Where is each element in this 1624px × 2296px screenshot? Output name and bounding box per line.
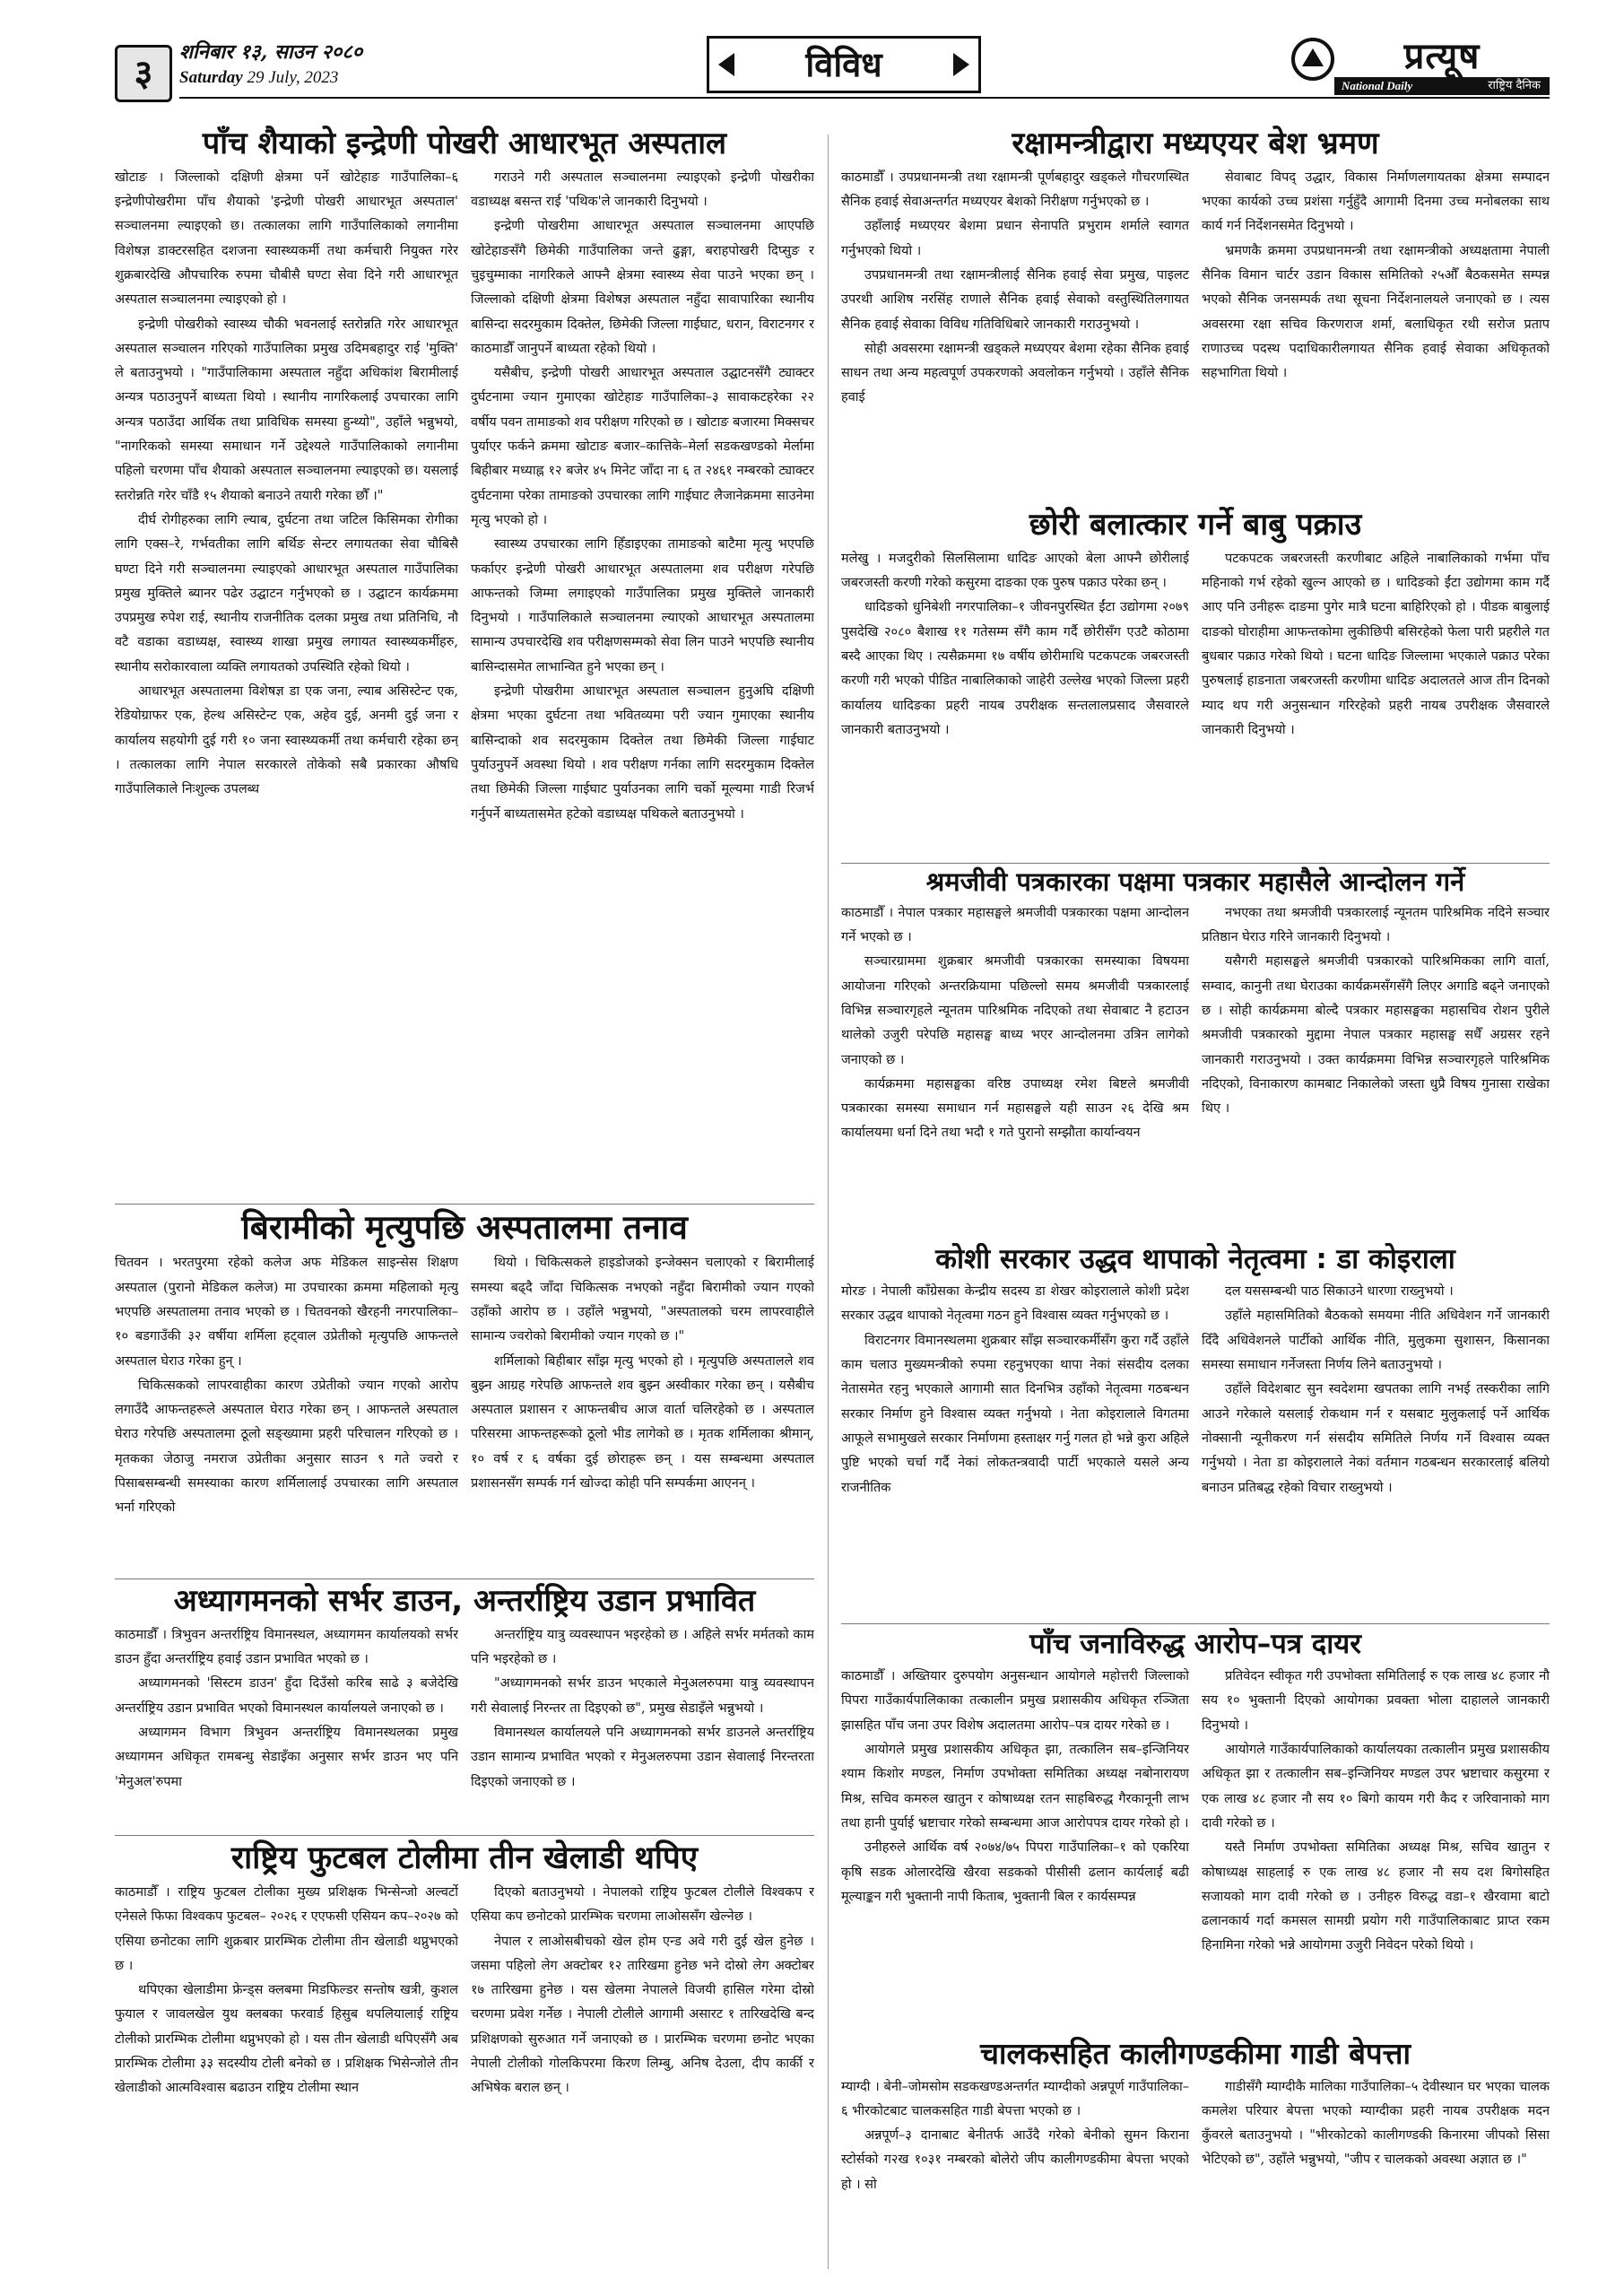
article-football (115, 1839, 814, 2269)
paragraph: गाडीसँगै म्याग्दीकै मालिका गाउँपालिका–५ देवीस्थान घर भएका चालक कमलेश परियार बेपत्ता भएको म्याग्दीका प्रहरी नायब उपरीक्षक मदन कुँवरले बताउनुभयो । "भीरकोटको कालीगण्डकी किनारमा जीपको सिसा भेटिएको छ", उहाँले भन्नुभयो, "जीप र चालकको अवस्था अज्ञात छ ।" (1202, 2079, 1550, 2168)
paragraph: इन्द्रेणी पोखरीमा आधारभूत अस्पताल सञ्चालन हुनुअघि दक्षिणी क्षेत्रमा भएका दुर्घटना तथा भवितव्यमा परी ज्यान गुमाएका स्थानीय बासिन्दाको शव सदरमुकाम दिक्तेल तथा छिमेकी जिल्ला गाईघाट पुर्याउनुपर्ने अवस्था थियो । शव परीक्षण गर्नका लागि सदरमुकाम दिक्तेल तथा छिमेकी जिल्ला गाईघाट पुर्याउनका लागि चर्को मूल्यमा गाडी रिजर्भ गर्नुपर्ने बाध्यतासमेत हटेको वडाध्यक्ष पथिकले बताउनुभयो । (471, 684, 814, 822)
paragraph: भ्रमणकै क्रममा उपप्रधानमन्त्री तथा रक्षामन्त्रीको अध्यक्षतामा नेपाली सैनिक विमान चार्टर उडान विकास समितिको २५औँ बैठकसमेत सम्पन्न भएको सैनिक जनसम्पर्क तथा सूचना निर्देशनालयले जनाएको छ । त्यस अवसरमा रक्षा सचिव किरणराज शर्मा, बलाधिकृत रथी सरोज प्रताप राणाउच्च पदस्थ पदाधिकारीलगायत सैनिक हवाई सेवाका अधिकृतको सहभागिता थियो । (1202, 243, 1550, 381)
paragraph: उनीहरुले आर्थिक वर्ष २०७४/७५ पिपरा गाउँपालिका–१ को एकरिया कृषि सडक ओलारदेखि खैरवा सडकको पीसीसी ढलान कार्यलाई बढी मूल्याङ्कन गरी भुक्तानी नापी किताब, भुक्तानी बिल र कार्यसम्पन्न (841, 1840, 1189, 1904)
paragraph: प्रतिवेदन स्वीकृत गरी उपभोक्ता समितिलाई रु एक लाख ४८ हजार नौ सय १० भुक्तानी दिएको आयोगका प्रवक्ता भोला दाहालले जानकारी दिनुभयो । (1202, 1669, 1550, 1733)
paragraph: अध्यागमन विभाग त्रिभुवन अन्तर्राष्ट्रिय विमानस्थलका प्रमुख अध्यागमन अधिकृत रामबन्धु सेडाइँका अनुसार सर्भर डाउन भए पनि 'मेनुअल'रुपमा (115, 1725, 458, 1789)
section-rule (115, 1835, 814, 1836)
arrow-right-icon (953, 53, 969, 76)
logo-tagline-bar (1334, 77, 1550, 95)
paragraph: सेवाबाट विपद् उद्धार, विकास निर्माणलगायतका क्षेत्रमा सम्पादन भएका कार्यको उच्च प्रशंसा गर्नुहुँदै आगामी दिनमा उच्च मनोबलका साथ कार्य गर्न निर्देशनसमेत दिनुभयो । (1202, 170, 1550, 234)
article-column (1202, 166, 1550, 505)
paragraph: विमानस्थल कार्यालयले पनि अध्यागमनको सर्भर डाउनले अन्तर्राष्ट्रिय उडान सामान्य प्रभावित भएको र मेनुअलरुपमा उडान सेवालाई निरन्तरता दिइएको जनाएको छ । (471, 1725, 814, 1789)
column-divider (828, 135, 829, 2269)
article-column (471, 1251, 814, 1574)
paragraph: आधारभूत अस्पतालमा विशेषज्ञ डा एक जना, ल्याब असिस्टेन्ट एक, रेडियोग्राफर एक, हेल्थ असिस्टेन्ट एक, अहेव दुई, अनमी दुई जना र कार्यालय सहयोगी दुई गरी १० जना स्वास्थ्यकर्मी तथा कर्मचारी रहेका छन् । तत्कालका लागि नेपाल सरकारले तोकेको सबै प्रकारका औषधि गाउँपालिकाले निःशुल्क उपलब्ध (115, 684, 458, 797)
article-column (471, 1881, 814, 2267)
logo-emblem-icon (1290, 36, 1336, 83)
section-rule (841, 1623, 1550, 1624)
article-father-arrested (841, 507, 1550, 861)
paragraph: थियो । चिकित्सकले हाइडोजको इन्जेक्सन चलाएको र बिरामीलाई समस्या बढ्दै जाँदा चिकित्सक नभएको नहुँदा बिरामीको ज्यान गएको उहाँको आरोप छ । उहाँले भन्नुभयो, "अस्पतालको चरम लापरवाहीले सामान्य ज्वरोको बिरामीको ज्यान गएको छ ।" (471, 1256, 814, 1344)
paragraph: काठमाडौँ । राष्ट्रिय फुटबल टोलीका मुख्य प्रशिक्षक भिन्सेन्जो अल्वर्टो एनेसले फिफा विश्वकप फुटबल– २०२६ र एएफसी एसियन कप–२०२७ को एसिया छनोटका लागि शुक्रबार प्रारम्भिक टोलीमा तीन खेलाडी थप्नुभएको छ । (115, 1885, 458, 1973)
paragraph: दिएको बताउनुभयो । नेपालको राष्ट्रिय फुटबल टोलीले विश्वकप र एसिया कप छनोटको प्रारम्भिक चरणमा लाओससँग खेल्नेछ । (471, 1885, 814, 1925)
paragraph: अन्तर्राष्ट्रिय यात्रु व्यवस्थापन भइरहेको छ । अहिले सर्भर मर्मतको काम पनि भइरहेको छ । (471, 1627, 814, 1667)
article-column (115, 1881, 458, 2267)
article-column (115, 1623, 458, 1831)
article-charge-sheet (841, 1628, 1550, 2036)
paragraph: मोरङ । नेपाली काँग्रेसका केन्द्रीय सदस्य डा शेखर कोइरालाले कोशी प्रदेश सरकार उद्धव थापाको नेतृत्वमा गठन हुने विश्वास व्यक्त गर्नुभएको छ । (841, 1284, 1189, 1324)
paragraph: दीर्घ रोगीहरुका लागि ल्याब, दुर्घटना तथा जटिल किसिमका रोगीका लागि एक्स–रे, गर्भवतीका लागि बर्थिङ सेन्टर लगायतका सेवा चौबिसै घण्टा दिने गरी सञ्चालनमा ल्याइएको आधारभूत अस्पताल गाउँपालिका प्रमुख मुक्तिले ब्यानर पढेर उद्घाटन गर्नुभएको छ । उद्घाटन कार्यक्रममा उपप्रमुख रुपेश राई, स्थानीय राजनीतिक दलका प्रमुख तथा प्रतिनिधि, नौ वटै वडाका वडाध्यक्ष, स्वास्थ्य शाखा प्रमुख लगायत स्वास्थ्यकर्मीहरु, स्थानीय सरोकारवाला व्यक्ति लगायतको उपस्थिति रहेको थियो । (115, 512, 458, 674)
article-column (1202, 1665, 1550, 2034)
paragraph: आयोगले प्रमुख प्रशासकीय अधिकृत झा, तत्कालिन सब–इन्जिनियर श्याम किशोर मण्डल, निर्माण उपभोक्ता समितिका अध्यक्ष नबोनारायण मिश्र, सचिव कमरुल खातुन र कोषाध्यक्ष रतन साहबिरुद्ध गैरकानूनी लाभ तथा हानी पुर्याई भ्रष्टाचार गरेको सम्बन्धमा आज आरोपपत्र दायर गरेको हो । (841, 1743, 1189, 1831)
article-hospital (115, 126, 814, 1202)
article-column (115, 166, 458, 1200)
paragraph: काठमाडौँ । नेपाल पत्रकार महासङ्घले श्रमजीवी पत्रकारका पक्षमा आन्दोलन गर्ने भएको छ । (841, 905, 1189, 945)
date-english-line (179, 66, 574, 90)
section-label-box (707, 36, 981, 93)
paragraph: थपिएका खेलाडीमा फ्रेन्ड्स क्लबमा मिडफिल्डर सन्तोष खत्री, कुशल फुयाल र जावलखेल युथ क्लबका फरवार्ड हिसुब थपलियालाई राष्ट्रिय टोलीको प्रारम्भिक टोलीमा थप्नुभएको हो । यस तीन खेलाडी थपिएसँगै अब प्रारम्भिक टोलीमा ३३ सदस्यीय टोली बनेको छ । प्रशिक्षक भिसेन्जोले तीन खेलाडीको आत्मविश्वास बढाउन राष्ट्रिय टोलीमा स्थान (115, 1983, 458, 2096)
article-column (471, 166, 814, 1200)
paragraph: काठमाडौँ । उपप्रधानमन्त्री तथा रक्षामन्त्री पूर्णबहादुर खड्कले गौचरणस्थित सैनिक हवाई सेवाअन्तर्गत मध्यएयर बेशको निरीक्षण गर्नुभएको छ । (841, 170, 1189, 210)
article-column (841, 547, 1189, 859)
article-column (841, 2075, 1189, 2267)
paragraph: खोटाङ । जिल्लाको दक्षिणी क्षेत्रमा पर्ने खोटेहाङ गाउँपालिका–६ इन्द्रेणीपोखरीमा पाँच शैयाको 'इन्द्रेणी पोखरी आधारभूत अस्पताल' सञ्चालनमा ल्याइएको छ। तत्कालका लागि गाउँपालिकाको लगानीमा विशेषज्ञ डाक्टरसहित दशजना स्वास्थ्यकर्मी तथा कर्मचारी नियुक्त गरेर शुक्रबारदेखि औपचारिक रुपमा चौबीसै घण्टा सेवा दिने गरी आधारभूत अस्पताल सञ्चालनमा ल्याइएको हो । (115, 170, 458, 308)
paragraph: चितवन । भरतपुरमा रहेको कलेज अफ मेडिकल साइन्सेस शिक्षण अस्पताल (पुरानो मेडिकल कलेज) मा उपचारका क्रममा महिलाको मृत्यु भएपछि अस्पतालमा तनाव भएको छ । चितवनको खैरहनी नगरपालिका–१० बडगाउँकी ३२ वर्षीया शर्मिला हट्वाल उप्रेतीको मृत्युपछि आफन्तले अस्पताल घेराउ गरेका हुन् । (115, 1256, 458, 1369)
article-column (1202, 547, 1550, 859)
masthead (115, 36, 1550, 135)
article-column (115, 1251, 458, 1574)
headline: छोरी बलात्कार गर्ने बाबु पक्राउ (1029, 507, 1362, 543)
paragraph: शर्मिलाको बिहीबार साँझ मृत्यु भएको हो । मृत्युपछि अस्पतालले शव बुझ्न आग्रह गरेपछि आफन्तले शव बुझ्न अस्वीकार गरेका छन् । यसैबीच अस्पताल प्रशासन र आफन्तबीच आज वार्ता चलिरहेको छ । अस्पताल परिसरमा आफन्तहरूको ठूलो भीड लागेको छ । मृतक शर्मिलाका श्रीमान्, १० वर्ष र ६ वर्षका दुई छोराहरू छन् । यस सम्बन्धमा अस्पताल प्रशासनसँग सम्पर्क गर्न खोज्दा कोही पनि सम्पर्कमा आएनन् । (471, 1353, 814, 1492)
paragraph: इन्द्रेणी पोखरीको स्वास्थ्य चौकी भवनलाई स्तरोन्नति गरेर आधारभूत अस्पताल सञ्चालन गरिएको गाउँपालिका प्रमुख उदिमबहादुर राई 'मुक्ति' ले बताउनुभयो । "गाउँपालिकामा अस्पताल नहुँदा अधिकांश बिरामीलाई अन्यत्र पठाउनुपर्ने बाध्यता थियो । स्थानीय नागरिकलाई उपचारका लागि अन्यत्र पठाउँदा आर्थिक तथा प्राविधिक समस्या हुन्थ्यो", उहाँले भन्नुभयो, "नागरिकको समस्या समाधान गर्ने उद्देश्यले गाउँपालिकाको लगानीमा पहिलो चरणमा पाँच शैयाको अस्पताल सञ्चालनमा ल्याइएको छ। यसलाई स्तरोन्नति गरेर चाँडै १५ शैयाको बनाउने तयारी गरेका छौँ ।" (115, 317, 458, 503)
date-english-day: Saturday (179, 68, 243, 87)
article-column (1202, 901, 1550, 1241)
article-column (841, 1280, 1189, 1618)
paragraph: चिकित्सकको लापरवाहीका कारण उप्रेतीको ज्यान गएको आरोप लगाउँदै आफन्तहरूले अस्पताल घेराउ गरेका छन् । आफन्तले अस्पताल घेराउ गरेपछि अस्पतालमा ठूलो सङ्ख्यामा प्रहरी परिचालन गरिएको छ । मृतकका जेठाजु नमराज उप्रेतीका अनुसार साउन ९ गते ज्वरो र पिसाबसम्बन्धी समस्याका कारण शर्मिलालाई उपचारका लागि अस्पताल भर्ना गरिएको (115, 1378, 458, 1516)
newspaper-logo (1290, 36, 1550, 95)
headline: पाँच शैयाको इन्द्रेणी पोखरी आधारभूत अस्पताल (202, 126, 727, 161)
paragraph: नभएका तथा श्रमजीवी पत्रकारलाई न्यूनतम पारिश्रमिक नदिने सञ्चार प्रतिष्ठान घेराउ गरिने जानकारी दिनुभयो । (1202, 905, 1550, 945)
paragraph: पटकपटक जबरजस्ती करणीबाट अहिले नाबालिकाको गर्भमा पाँच महिनाको गर्भ रहेको खुल्न आएको छ । धादिङको ईंटा उद्योगमा काम गर्दै आए पनि उनीहरू दाङमा पुगेर मात्रै घटना बाहिरिएको हो । पीडक बाबुलाई दाङको घोराहीमा आफन्तकोमा लुकीछिपी बसिरहेको फेला पारी प्रहरीले गत बुधबार पक्राउ गरेको थियो । घटना धादिङ जिल्लामा भएकाले पक्राउ परेका पुरुषलाई हाडनाता जबरजस्ती करणीमा धादिङ अदालतले आज तीन दिनको म्याद थप गरी अनुसन्धान गरिरहेको प्रहरी नायब उपरीक्षक जैसवारले जानकारी दिनुभयो । (1202, 551, 1550, 737)
paragraph: उहाँले विदेशबाट सुन स्वदेशमा खपतका लागि नभई तस्करीका लागि आउने गरेकाले यसलाई रोकथाम गर्न र यसबाट मुलुकलाई पर्ने आर्थिक नोक्सानी न्यूनीकरण गर्न संसदीय समितिले निर्णय गर्ने विश्वास व्यक्त गर्नुभयो । नेता डा कोइरालाले नेकां वर्तमान गठबन्धन सरकारलाई बलियो बनाउन प्रतिबद्ध रहेको विचार राख्नुभयो । (1202, 1382, 1550, 1495)
paragraph: स्वास्थ्य उपचारका लागि हिँडाइएका तामाङको बाटैमा मृत्यु भएपछि फर्काएर इन्द्रेणी पोखरी आधारभूत अस्पतालमा शव परीक्षण गरेपछि आफन्तको जिम्मा लगाइएको गाउँपालिका प्रमुख मुक्तिले जानकारी दिनुभयो । गाउँपालिकाले सञ्चालनमा ल्याएको आधारभूत अस्पतालमा सामान्य उपचारदेखि शव परीक्षणसम्मको सेवा लिन पाउने भएपछि स्थानीय बासिन्दासमेत लाभान्वित हुने भएका छन् । (471, 537, 814, 674)
article-column (841, 1665, 1189, 2034)
headline: अध्यागमनको सर्भर डाउन, अन्तर्राष्ट्रिय उडान प्रभावित (173, 1583, 756, 1619)
paragraph: उहाँलाई मध्यएयर बेशमा प्रधान सेनापति प्रभुराम शर्माले स्वागत गर्नुभएको थियो । (841, 219, 1189, 258)
paragraph: काठमाडौँ । त्रिभुवन अन्तर्राष्ट्रिय विमानस्थल, अध्यागमन कार्यालयको सर्भर डाउन हुँदा अन्तर्राष्ट्रिय हवाई उडान प्रभावित भएको छ । (115, 1627, 458, 1667)
article-journalists (841, 866, 1550, 1243)
section-title: विविध (805, 45, 882, 84)
paragraph: यसैगरी महासङ्घले श्रमजीवी पत्रकारको पारिश्रमिकका लागि वार्ता, सम्वाद, कानुनी तथा घेराउका कार्यक्रमसँगसँगै लिएर अगाडि बढ्ने जनाएको छ । सोही कार्यक्रममा बोल्दै पत्रकार महासङ्घका महासचिव रोशन पुरीले श्रमजीवी पत्रकारको मुद्दामा नेपाल पत्रकार महासङ्घ सधैँ अग्रसर रहने जानकारी गराउनुभयो । उक्त कार्यक्रममा विभिन्न सञ्चारगृहले पारिश्रमिक नदिएको, विनाकारण कामबाट निकालेको जस्ता धुप्रै विषय गुनासा राखेका थिए । (1202, 954, 1550, 1117)
article-column (841, 901, 1189, 1241)
section-rule (115, 1204, 814, 1205)
newspaper-page (115, 36, 1550, 2269)
article-column (471, 1623, 814, 1831)
date-english: 29 July, 2023 (247, 68, 339, 87)
paragraph: म्याग्दी । बेनी–जोमसोम सडकखण्डअन्तर्गत म्याग्दीको अन्नपूर्ण गाउँपालिका–६ भीरकोटबाट चालकसहित गाडी बेपत्ता भएको छ । (841, 2079, 1189, 2118)
logo-tagline-np: राष्ट्रिय दैनिक (1488, 79, 1541, 92)
header-rule (179, 97, 1550, 99)
headline: चालकसहित कालीगण्डकीमा गाडी बेपत्ता (979, 2036, 1411, 2071)
article-column (1202, 2075, 1550, 2267)
headline: श्रमजीवी पत्रकारका पक्षमा पत्रकार महासैले आन्दोलन गर्ने (925, 866, 1465, 897)
article-koirala (841, 1243, 1550, 1620)
paragraph: आयोगले गाउँकार्यपालिकाको कार्यालयका तत्कालीन प्रमुख प्रशासकीय अधिकृत झा र तत्कालीन सब–इन्जिनियर मण्डल उपर भ्रष्टाचार कसुरमा र एक लाख ४८ हजार नौ सय १० बिगो कायम गरी कैद र जरिवानाको माग दावी गरेको छ । (1202, 1743, 1550, 1831)
paragraph: यस्तै निर्माण उपभोक्ता समितिका अध्यक्ष मिश्र, सचिव खातुन र कोषाध्यक्ष साहलाई रु एक लाख ४८ हजार नौ सय दश बिगोसहित सजायको माग दावी गरेको छ । उनीहरु विरुद्ध वडा–१ खैरवामा बाटो ढलानकार्य गर्दा कमसल सामग्री प्रयोग गरी गाउँपालिकाबाट प्राप्त रकम हिनामिना गरेको भन्ने आयोगमा उजुरी निवेदन परेको थियो । (1202, 1840, 1550, 1953)
paragraph: धादिङको धुनिबेशी नगरपालिका–१ जीवनपुरस्थित ईंटा उद्योगमा २०७९ पुसदेखि २०८० बैशाख ११ गतेसम्म सँगै काम गर्दै छोरीसँग एउटै कोठामा बस्दै आएका थिए । त्यसैक्रममा १७ वर्षीय छोरीमाथि पटकपटक जबरजस्ती करणी गरी भएको पीडित नाबालिकाको जाहेरी उल्लेख भएको जिल्ला प्रहरी कार्यालय धादिङका प्रहरी नायब उपरीक्षक सन्तलालप्रसाद जैसवारले जानकारी बताउनुभयो । (841, 600, 1189, 737)
article-column (1202, 1280, 1550, 1618)
paragraph: उपप्रधानमन्त्री तथा रक्षामन्त्रीलाई सैनिक हवाई सेवा प्रमुख, पाइलट उपरथी आशिष नरसिंह राणाले सैनिक हवाई सेवाको वस्तुस्थितिलगायत सैनिक हवाई सेवाका विविध गतिविधिबारे जानकारी गराउनुभयो । (841, 267, 1189, 332)
date-block (179, 38, 574, 90)
headline: पाँच जनाविरुद्ध आरोप–पत्र दायर (1029, 1628, 1361, 1660)
headline: बिरामीको मृत्युपछि अस्पतालमा तनाव (241, 1208, 688, 1247)
article-defence-minister (841, 126, 1550, 507)
paragraph: सञ्चारग्राममा शुक्रबार श्रमजीवी पत्रकारका समस्याका विषयमा आयोजना गरिएको अन्तरक्रियामा पछिल्लो समय श्रमजीवी पत्रकारलाई विभिन्न सञ्चारगृहले न्यूनतम पारिश्रमिक नदिएको तथा सेवाबाट नै हटाउन थालेको उजुरी परेपछि महासङ्घ बाध्य भएर आन्दोलनमा उत्रिन लागेको जनाएको छ । (841, 954, 1189, 1067)
article-patient-death (115, 1208, 814, 1576)
paragraph: अध्यागमनको 'सिस्टम डाउन' हुँदा दिउँसो करिब साढे ३ बजेदेखि अन्तर्राष्ट्रिय उडान प्रभावित भएको विमानस्थल कार्यालयले जनाएको छ । (115, 1676, 458, 1716)
paragraph: उहाँले महासमितिको बैठकको समयमा नीति अधिवेशन गर्ने जानकारी दिँदै अधिवेशनले पार्टीको आर्थिक नीति, मुलुकमा सुशासन, किसानका समस्या समाधान गर्नेजस्ता निर्णय लिने बताउनुभयो । (1202, 1309, 1550, 1373)
paragraph: अन्नपूर्ण–३ दानाबाट बेनीतर्फ आउँदै गरेको बेनीको सुमन किराना स्टोर्सको ग२ख १०३१ नम्बरको बोलेरो जीप कालीगण्डकीमा बेपत्ता भएको हो । सो (841, 2128, 1189, 2192)
arrow-left-icon (718, 53, 734, 76)
article-server-down (115, 1583, 814, 1832)
paragraph: मलेखु । मजदुरीको सिलसिलामा धादिङ आएको बेला आफ्नै छोरीलाई जबरजस्ती करणी गरेको कसुरमा दाङका एक पुरुष पक्राउ परेका छन् । (841, 551, 1189, 591)
paragraph: "अध्यागमनको सर्भर डाउन भएकाले मेनुअलरुपमा यात्रु व्यवस्थापन गरी सेवालाई निरन्तर ता दिइएको छ", प्रमुख सेडाइँले भन्नुभयो । (471, 1676, 814, 1716)
article-vehicle-missing (841, 2036, 1550, 2269)
logo-tagline-en: National Daily (1342, 79, 1413, 92)
paragraph: विराटनगर विमानस्थलमा शुक्रबार साँझ सञ्चारकर्मीसँग कुरा गर्दै उहाँले काम चलाउ मुख्यमन्त्रीको रुपमा रहनुभएका थापा नेकां संसदीय दलका नेतासमेत रहनु भएकाले आगामी सात दिनभित्र उहाँको नेतृत्वमा गठबन्धन सरकार निर्माण हुने विश्वास व्यक्त गर्नुभयो । नेता कोइरालाले विगतमा आफूले सभामुखले सरकार निर्माणमा हस्ताक्षर गर्नु गलत हो भन्ने कुरा अहिले पुष्टि भएको चर्चा गर्दै नेकां लोकतन्त्रवादी पार्टी भएकाले यसले अन्य राजनीतिक (841, 1333, 1189, 1495)
date-nepali: शनिबार १३, साउन २०८० (179, 40, 363, 64)
paragraph: दल यससम्बन्धी पाठ सिकाउने धारणा राख्नुभयो । (1225, 1284, 1454, 1300)
paragraph: यसैबीच, इन्द्रेणी पोखरी आधारभूत अस्पताल उद्घाटनसँगै ट्याक्टर दुर्घटनामा ज्यान गुमाएका खोटेहाङ गाउँपालिका–३ सावाकटहरेका २२ वर्षीय पवन तामाङको शव परीक्षण गरिएको छ । खोटाङ बजारमा मिक्सचर पुर्याएर फर्कने क्रममा खोटाङ बजार–कात्तिके–मेर्ला सडकखण्डको मेर्लामा बिहीबार मध्याह्न १२ बजेर ४५ मिनेट जाँदा ना ६ त २४६१ नम्बरको ट्याक्टर दुर्घटनामा परेका तामाङको उपचारका लागि गाईघाट लैजानेक्रममा साउनेमा मृत्यु भएको हो । (471, 366, 814, 527)
paragraph: सोही अवसरमा रक्षामन्त्री खड्कले मध्यएयर बेशमा रहेका सैनिक हवाई साधन तथा अन्य महत्वपूर्ण उपकरणको अवलोकन गर्नुभयो । उहाँले सैनिक हवाई (841, 341, 1189, 405)
paragraph: काठमाडौँ । अख्तियार दुरुपयोग अनुसन्धान आयोगले महोत्तरी जिल्लाको पिपरा गाउँकार्यपालिकाका तत्कालीन प्रमुख प्रशासकीय अधिकृत रञ्जिता झासहित पाँच जना उपर विशेष अदालतमा आरोप–पत्र दायर गरेको छ । (841, 1669, 1189, 1733)
paragraph: नेपाल र लाओसबीचको खेल होम एन्ड अवे गरी दुई खेल हुनेछ । जसमा पहिलो लेग अक्टोबर १२ तारिखमा हुनेछ भने दोस्रो लेग अक्टोबर १७ तारिखमा हुनेछ । यस खेलमा नेपालले विजयी हासिल गरेमा दोस्रो चरणमा प्रवेश गर्नेछ । नेपाली टोलीले आगामी असारट १ तारिखदेखि बन्द प्रशिक्षणको सुरुआत गर्ने जनाएको छ । प्रारम्भिक चरणमा छनोट भएका नेपाली टोलीको गोलकिपरमा किरण लिम्बु, अनिष देउला, दीप कार्की र अभिषेक बराल छन् । (471, 1934, 814, 2096)
headline: कोशी सरकार उद्धव थापाको नेतृत्वमा : डा कोइराला (935, 1243, 1455, 1275)
paragraph: इन्द्रेणी पोखरीमा आधारभूत अस्पताल सञ्चालनमा आएपछि खोटेहाङसँगै छिमेकी गाउँपालिका जन्ते ढुङ्गा, बराहपोखरी दिप्सुङ र चुइचुम्माका नागरिकले आफ्नै क्षेत्रमा स्वास्थ्य सेवा पाउने भएका छन् । जिल्लाको दक्षिणी क्षेत्रमा विशेषज्ञ अस्पताल नहुँदा सावापारिका स्थानीय बासिन्दा सदरमुकाम दिक्तेल, छिमेकी जिल्ला गाईघाट, धरान, विराटनगर र काठमाडौँ जानुपर्ने बाध्यता रहेको थियो । (471, 219, 814, 356)
article-column (841, 166, 1189, 505)
paragraph: कार्यक्रममा महासङ्घका वरिष्ठ उपाध्यक्ष रमेश बिष्टले श्रमजीवी पत्रकारका समस्या समाधान गर्न महासङ्घले यही साउन २६ देखि श्रम कार्यालयमा धर्ना दिने तथा भदौ १ गते पुरानो सम्झौता कार्यान्वयन (841, 1076, 1189, 1141)
logo-name: प्रत्यूष (1403, 36, 1481, 77)
section-rule (115, 1578, 814, 1579)
paragraph: गराउने गरी अस्पताल सञ्चालनमा ल्याइएको इन्द्रेणी पोखरीका वडाध्यक्ष बसन्त राई 'पथिक'ले जानकारी दिनुभयो । (471, 170, 814, 210)
page-number: ३ (115, 45, 172, 102)
section-rule (841, 863, 1550, 864)
headline: राष्ट्रिय फुटबल टोलीमा तीन खेलाडी थपिए (230, 1840, 699, 1876)
headline: रक्षामन्त्रीद्वारा मध्यएयर बेश भ्रमण (1012, 126, 1379, 161)
